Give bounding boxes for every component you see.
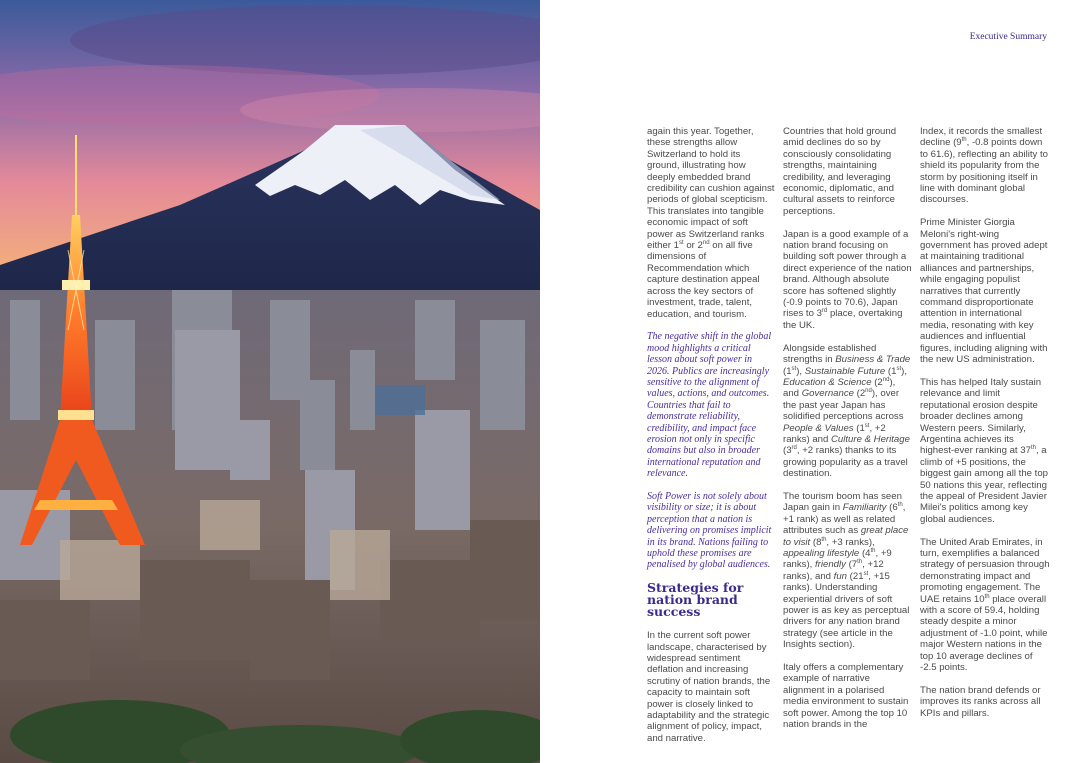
text-run: (2nd), and [783, 376, 896, 400]
text-run: (3rd, +2 ranks) thanks to its growing popularity as a travel destination. [783, 445, 908, 480]
emphasis: Business & Trade [835, 354, 911, 366]
paragraph: This has helped Italy sustain relevance and limit reputational erosion despite broader declines among Western peers. Similarly, Argentina achieves its highest-ever ranking at 37th, a climb of +5 positions, the biggest gain among all the top 50 nations this year, reflecting the appeal of President Javier Milei's politics among key global audiences. [920, 376, 1049, 525]
emphasis: Sustainable Future [804, 365, 886, 377]
section-label: Executive Summary [969, 32, 1047, 42]
paragraph: again this year. Together, these strengths allow Switzerland to hold its ground, illustrating how deeply embedded brand credibility can cushion against periods of global scepticism. This translates into tangible economic impact of soft power as Switzerland ranks either 1st or 2nd on all five dimensions of Recommendation which capture destination appeal across the key sectors of investment, trade, talent, education, and tourism. [647, 126, 775, 320]
emphasis: Familiarity [842, 502, 887, 514]
text-page [540, 0, 1080, 763]
emphasis: People & Values [783, 422, 854, 434]
section-heading-line: Strategies for [647, 580, 744, 596]
pull-quote: The negative shift in the global mood highlights a critical lesson about soft power in 2026. Publics are increasingly sensitive to the alignment of values, actions, and outcomes. Countries that fail to demonstrate reliability, credibility, and impact face erosion not only in specific domains but also in broader international reputation and relevance. [647, 331, 772, 480]
section-heading-line: nation brand success [647, 592, 738, 620]
text-run: (1st), [885, 365, 908, 377]
text-column-2 [783, 126, 913, 742]
paragraph: Countries that hold ground amid declines do so by consciously consolidating strengths, maintaining credibility, and leveraging economic, diplomatic, and cultural assets to reinforce perceptions. [783, 126, 897, 217]
text-column-3 [920, 126, 1050, 730]
text-run: (8th, +3 ranks), [810, 536, 875, 548]
pull-quote: Soft Power is not solely about visibility or size; it is about perception that a nation is delivering on promises implicit in its brand. Nations failing to uphold these promises are penalised by global audiences. [647, 490, 772, 571]
text-run: (6th, +1 rank) as well as related attributes such as [783, 502, 906, 537]
emphasis: friendly [815, 559, 846, 571]
paragraph: Index, it records the smallest decline (9th, -0.8 points down to 61.6), reflecting an ability to shield its popularity from the storm by positioning itself in line with dominant global discourses. [920, 126, 1048, 206]
emphasis: Education & Science [783, 376, 872, 388]
paragraph: In the current soft power landscape, characterised by widespread sentiment deflation and increasing scrutiny of nation brands, the capacity to maintain soft power is closely linked to adaptability and the strategic alignment of policy, impact, and narrative. [647, 630, 771, 744]
paragraph [783, 343, 913, 480]
text-run: (1st, +2 ranks) and [783, 422, 886, 445]
emphasis: Governance [801, 388, 854, 400]
paragraph: Italy offers a complementary example of narrative alignment in a polarised media environment to sustain soft power. Among the top 10 nation brands in the [783, 662, 909, 731]
emphasis: Culture & Heritage [831, 433, 910, 445]
text-run: The tourism boom has seen Japan gain in [783, 490, 902, 514]
emphasis: great place to visit [783, 525, 909, 548]
emphasis: appealing lifestyle [783, 547, 860, 559]
paragraph: Prime Minister Giorgia Meloni's right-wing government has proved adept at maintaining traditional alliances and partnerships, while engaging populist narratives that currently command disproportionate attention in international media, resonating with key audiences and influential figures, including aligning with the new US administration. [920, 217, 1048, 366]
paragraph: The nation brand defends or improves its ranks across all KPIs and pillars. [920, 684, 1041, 719]
text-run: (7th, +12 ranks), and [783, 559, 884, 582]
text-column-1 [647, 126, 775, 756]
emphasis: fun [833, 570, 848, 582]
text-run: (4th, +9 ranks), [783, 547, 892, 571]
paragraph: Japan is a good example of a nation brand focusing on building soft power through a direct experience of the nation brand. Although absolute score has softened slightly (-0.9 points to 70.6), Japan rises to 3rd place, overtaking the UK. [783, 228, 912, 331]
text-run: (1st), [783, 365, 805, 377]
paragraph [783, 491, 913, 651]
paragraph: The United Arab Emirates, in turn, exemplifies a balanced strategy of persuasion through demonstrating impact and promoting engagement. The UAE retains 10th place overall with a score of 59.4, holding steady despite a minor adjustment of -1.0 point, while major Western nations in the top 10 average declines of -2.5 points. [920, 536, 1050, 674]
section-heading [647, 582, 775, 618]
text-run: (21st, +15 ranks). Understanding experiential drivers of soft power is as key as perceptual drivers for any nation brand strategy (see article in the Insights section). [783, 570, 910, 651]
text-run: Alongside established strengths in [783, 342, 877, 366]
text-run: (2nd), over the past year Japan has solidified perceptions across [783, 388, 904, 423]
